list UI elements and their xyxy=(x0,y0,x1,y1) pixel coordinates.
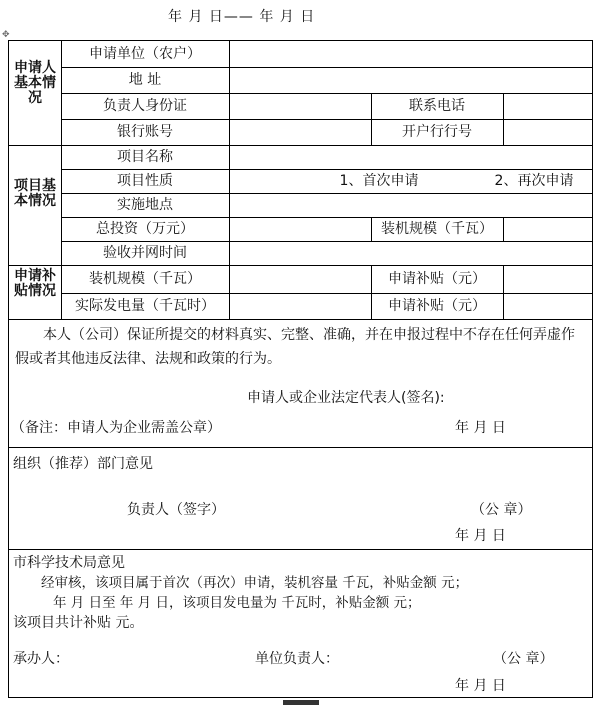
declaration-note: （备注：申请人为企业需盖公章） xyxy=(11,420,221,436)
application-form xyxy=(8,40,593,698)
bureau-line-3: 该项目共计补贴 元。 xyxy=(13,615,144,631)
bureau-unit-head: 单位负责人： xyxy=(255,651,339,667)
section-line xyxy=(9,447,593,448)
bureau-handler: 承办人： xyxy=(13,651,69,667)
option-re-apply[interactable]: 2、再次申请 xyxy=(494,173,574,189)
label-subsidy-1: 申请补贴（元） xyxy=(388,271,486,287)
label-id-card: 负责人身份证 xyxy=(103,98,187,114)
org-signer: 负责人（签字） xyxy=(127,502,225,518)
bureau-line-2: 年 月 日至 年 月 日，该项目发电量为 千瓦时，补贴金额 元； xyxy=(53,595,421,611)
label-applicant-unit: 申请单位（农户） xyxy=(89,46,201,62)
label-project-capacity: 装机规模（千瓦） xyxy=(381,221,493,237)
label-bank-code: 开户行行号 xyxy=(402,124,472,140)
bank-code-field[interactable] xyxy=(504,120,592,144)
bureau-date: 年 月 日 xyxy=(455,678,506,694)
location-field[interactable] xyxy=(230,193,592,217)
label-address: 地 址 xyxy=(128,72,162,88)
move-handle-icon[interactable]: ✥ xyxy=(2,30,10,40)
address-field[interactable] xyxy=(230,68,592,92)
generation-field[interactable] xyxy=(230,294,370,318)
acceptance-time-field[interactable] xyxy=(230,241,592,265)
header-date-range: 年 月 日—— 年 月 日 xyxy=(168,9,316,25)
org-date: 年 月 日 xyxy=(455,528,506,544)
bureau-line-1: 经审核，该项目属于首次（再次）申请，装机容量 千瓦，补贴金额 元； xyxy=(41,575,469,591)
page-break-mark xyxy=(283,700,319,705)
org-opinion-title: 组织（推荐）部门意见 xyxy=(13,456,153,472)
label-subsidy-2: 申请补贴（元） xyxy=(388,298,486,314)
section-project-info: 项目基本情况 xyxy=(14,178,56,209)
subsidy-capacity-field[interactable] xyxy=(230,267,370,291)
label-generation: 实际发电量（千瓦时） xyxy=(75,298,215,314)
label-phone: 联系电话 xyxy=(409,98,465,114)
declaration-signer: 申请人或企业法定代表人(签名): xyxy=(247,390,445,406)
section-line xyxy=(9,319,593,320)
option-first-apply[interactable]: 1、首次申请 xyxy=(339,173,419,189)
subsidy-2-field[interactable] xyxy=(504,294,592,318)
label-bank-account: 银行账号 xyxy=(117,124,173,140)
label-subsidy-capacity: 装机规模（千瓦） xyxy=(89,271,201,287)
label-acceptance-time: 验收并网时间 xyxy=(103,245,187,261)
bureau-opinion-title: 市科学技术局意见 xyxy=(13,555,125,571)
label-project-name: 项目名称 xyxy=(117,149,173,165)
subsidy-1-field[interactable] xyxy=(504,267,592,291)
investment-field[interactable] xyxy=(230,217,370,241)
project-capacity-field[interactable] xyxy=(504,217,592,241)
label-project-nature: 项目性质 xyxy=(117,173,173,189)
section-subsidy-info: 申请补贴情况 xyxy=(14,268,56,299)
phone-field[interactable] xyxy=(504,94,592,118)
applicant-unit-field[interactable] xyxy=(230,42,592,66)
bank-account-field[interactable] xyxy=(230,120,370,144)
declaration-text: 本人（公司）保证所提交的材料真实、完整、准确，并在申报过程中不存在任何弄虚作假或者其他违反法律、法规和政策的行为。 xyxy=(15,327,575,367)
id-card-field[interactable] xyxy=(230,94,370,118)
label-investment: 总投资（万元） xyxy=(96,221,194,237)
label-location: 实施地点 xyxy=(117,197,173,213)
section-line xyxy=(9,549,593,550)
project-name-field[interactable] xyxy=(230,145,592,169)
section-line xyxy=(9,265,593,266)
bureau-seal: （公 章） xyxy=(493,651,554,667)
org-seal: （公 章） xyxy=(471,502,532,518)
declaration-date: 年 月 日 xyxy=(455,420,506,436)
section-basic-info: 申请人基本情况 xyxy=(14,60,56,106)
